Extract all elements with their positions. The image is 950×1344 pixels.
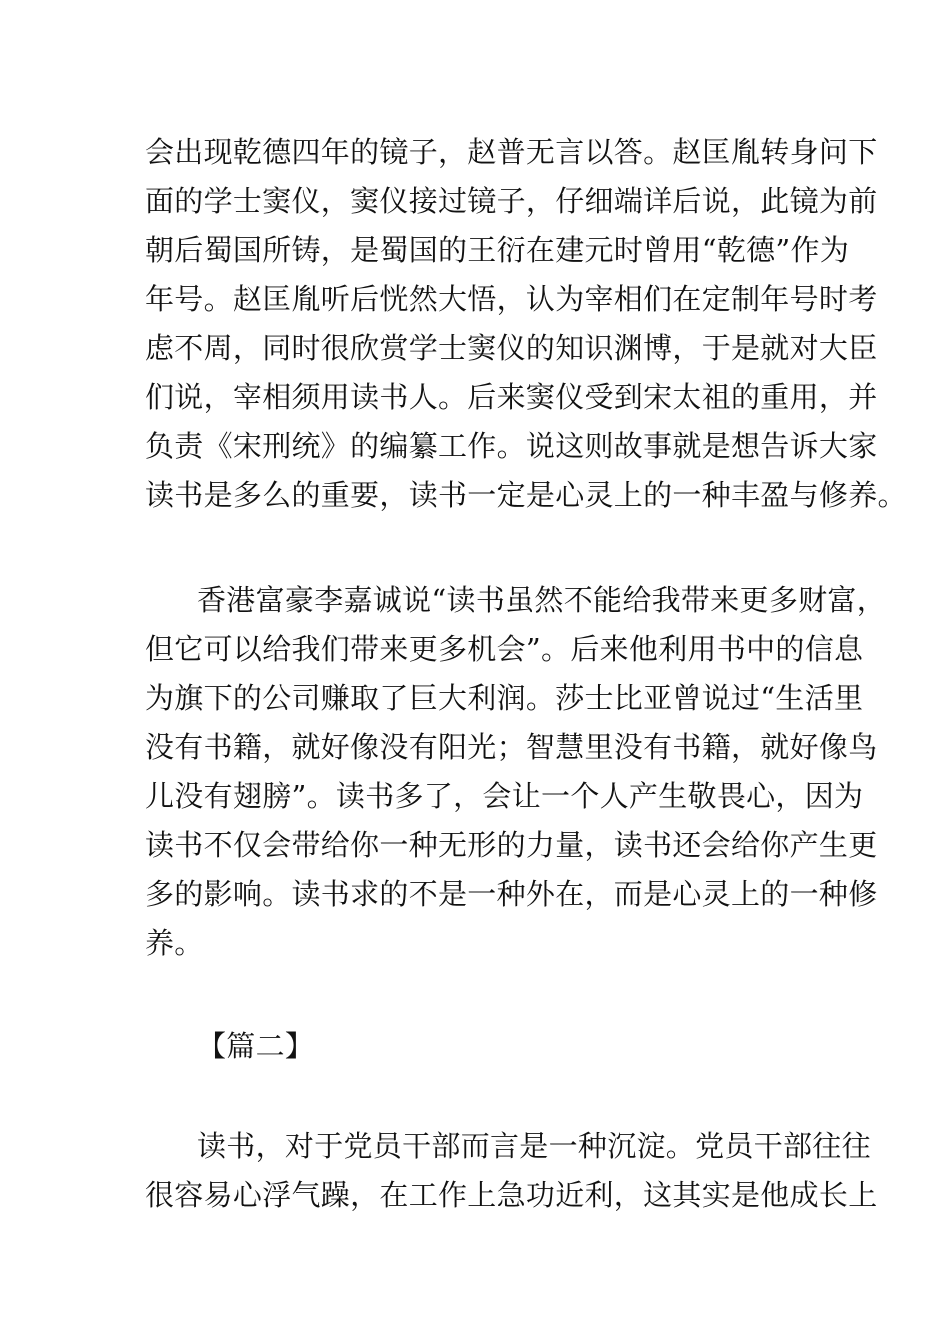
section-heading-text: 【篇二】	[197, 1029, 315, 1063]
body-paragraph	[145, 576, 887, 968]
text-line: 多的影响。读书求的不是一种外在，而是心灵上的一种修	[145, 877, 878, 911]
text-line: 为旗下的公司赚取了巨大利润。莎士比亚曾说过“生活里	[145, 681, 864, 715]
body-paragraph	[145, 128, 907, 520]
text-line: 养。	[145, 926, 204, 960]
body-paragraph	[145, 1122, 878, 1220]
text-line: 读书，对于党员干部而言是一种沉淀。党员干部往往	[197, 1129, 871, 1163]
text-line: 读书是多么的重要，读书一定是心灵上的一种丰盈与修养。	[145, 478, 907, 512]
text-line: 年号。赵匡胤听后恍然大悟，认为宰相们在定制年号时考	[145, 282, 878, 316]
text-line: 香港富豪李嘉诚说“读书虽然不能给我带来更多财富，	[197, 583, 887, 617]
text-line: 没有书籍，就好像没有阳光；智慧里没有书籍，就好像鸟	[145, 730, 878, 764]
text-line: 很容易心浮气躁，在工作上急功近利，这其实是他成长上	[145, 1178, 878, 1212]
text-line: 虑不周，同时很欣赏学士窦仪的知识渊博，于是就对大臣	[145, 331, 878, 365]
text-line: 朝后蜀国所铸，是蜀国的王衍在建元时曾用“乾德”作为	[145, 233, 850, 267]
text-line: 儿没有翅膀”。读书多了，会让一个人产生敬畏心，因为	[145, 779, 864, 813]
text-line: 读书不仅会带给你一种无形的力量，读书还会给你产生更	[145, 828, 878, 862]
text-line: 负责《宋刑统》的编纂工作。说这则故事就是想告诉大家	[145, 429, 878, 463]
text-line: 面的学士窦仪，窦仪接过镜子，仔细端详后说，此镜为前	[145, 184, 878, 218]
text-line: 但它可以给我们带来更多机会”。后来他利用书中的信息	[145, 632, 864, 666]
text-line: 会出现乾德四年的镜子，赵普无言以答。赵匡胤转身问下	[145, 135, 878, 169]
section-heading	[197, 1022, 497, 1071]
text-line: 们说，宰相须用读书人。后来窦仪受到宋太祖的重用，并	[145, 380, 878, 414]
